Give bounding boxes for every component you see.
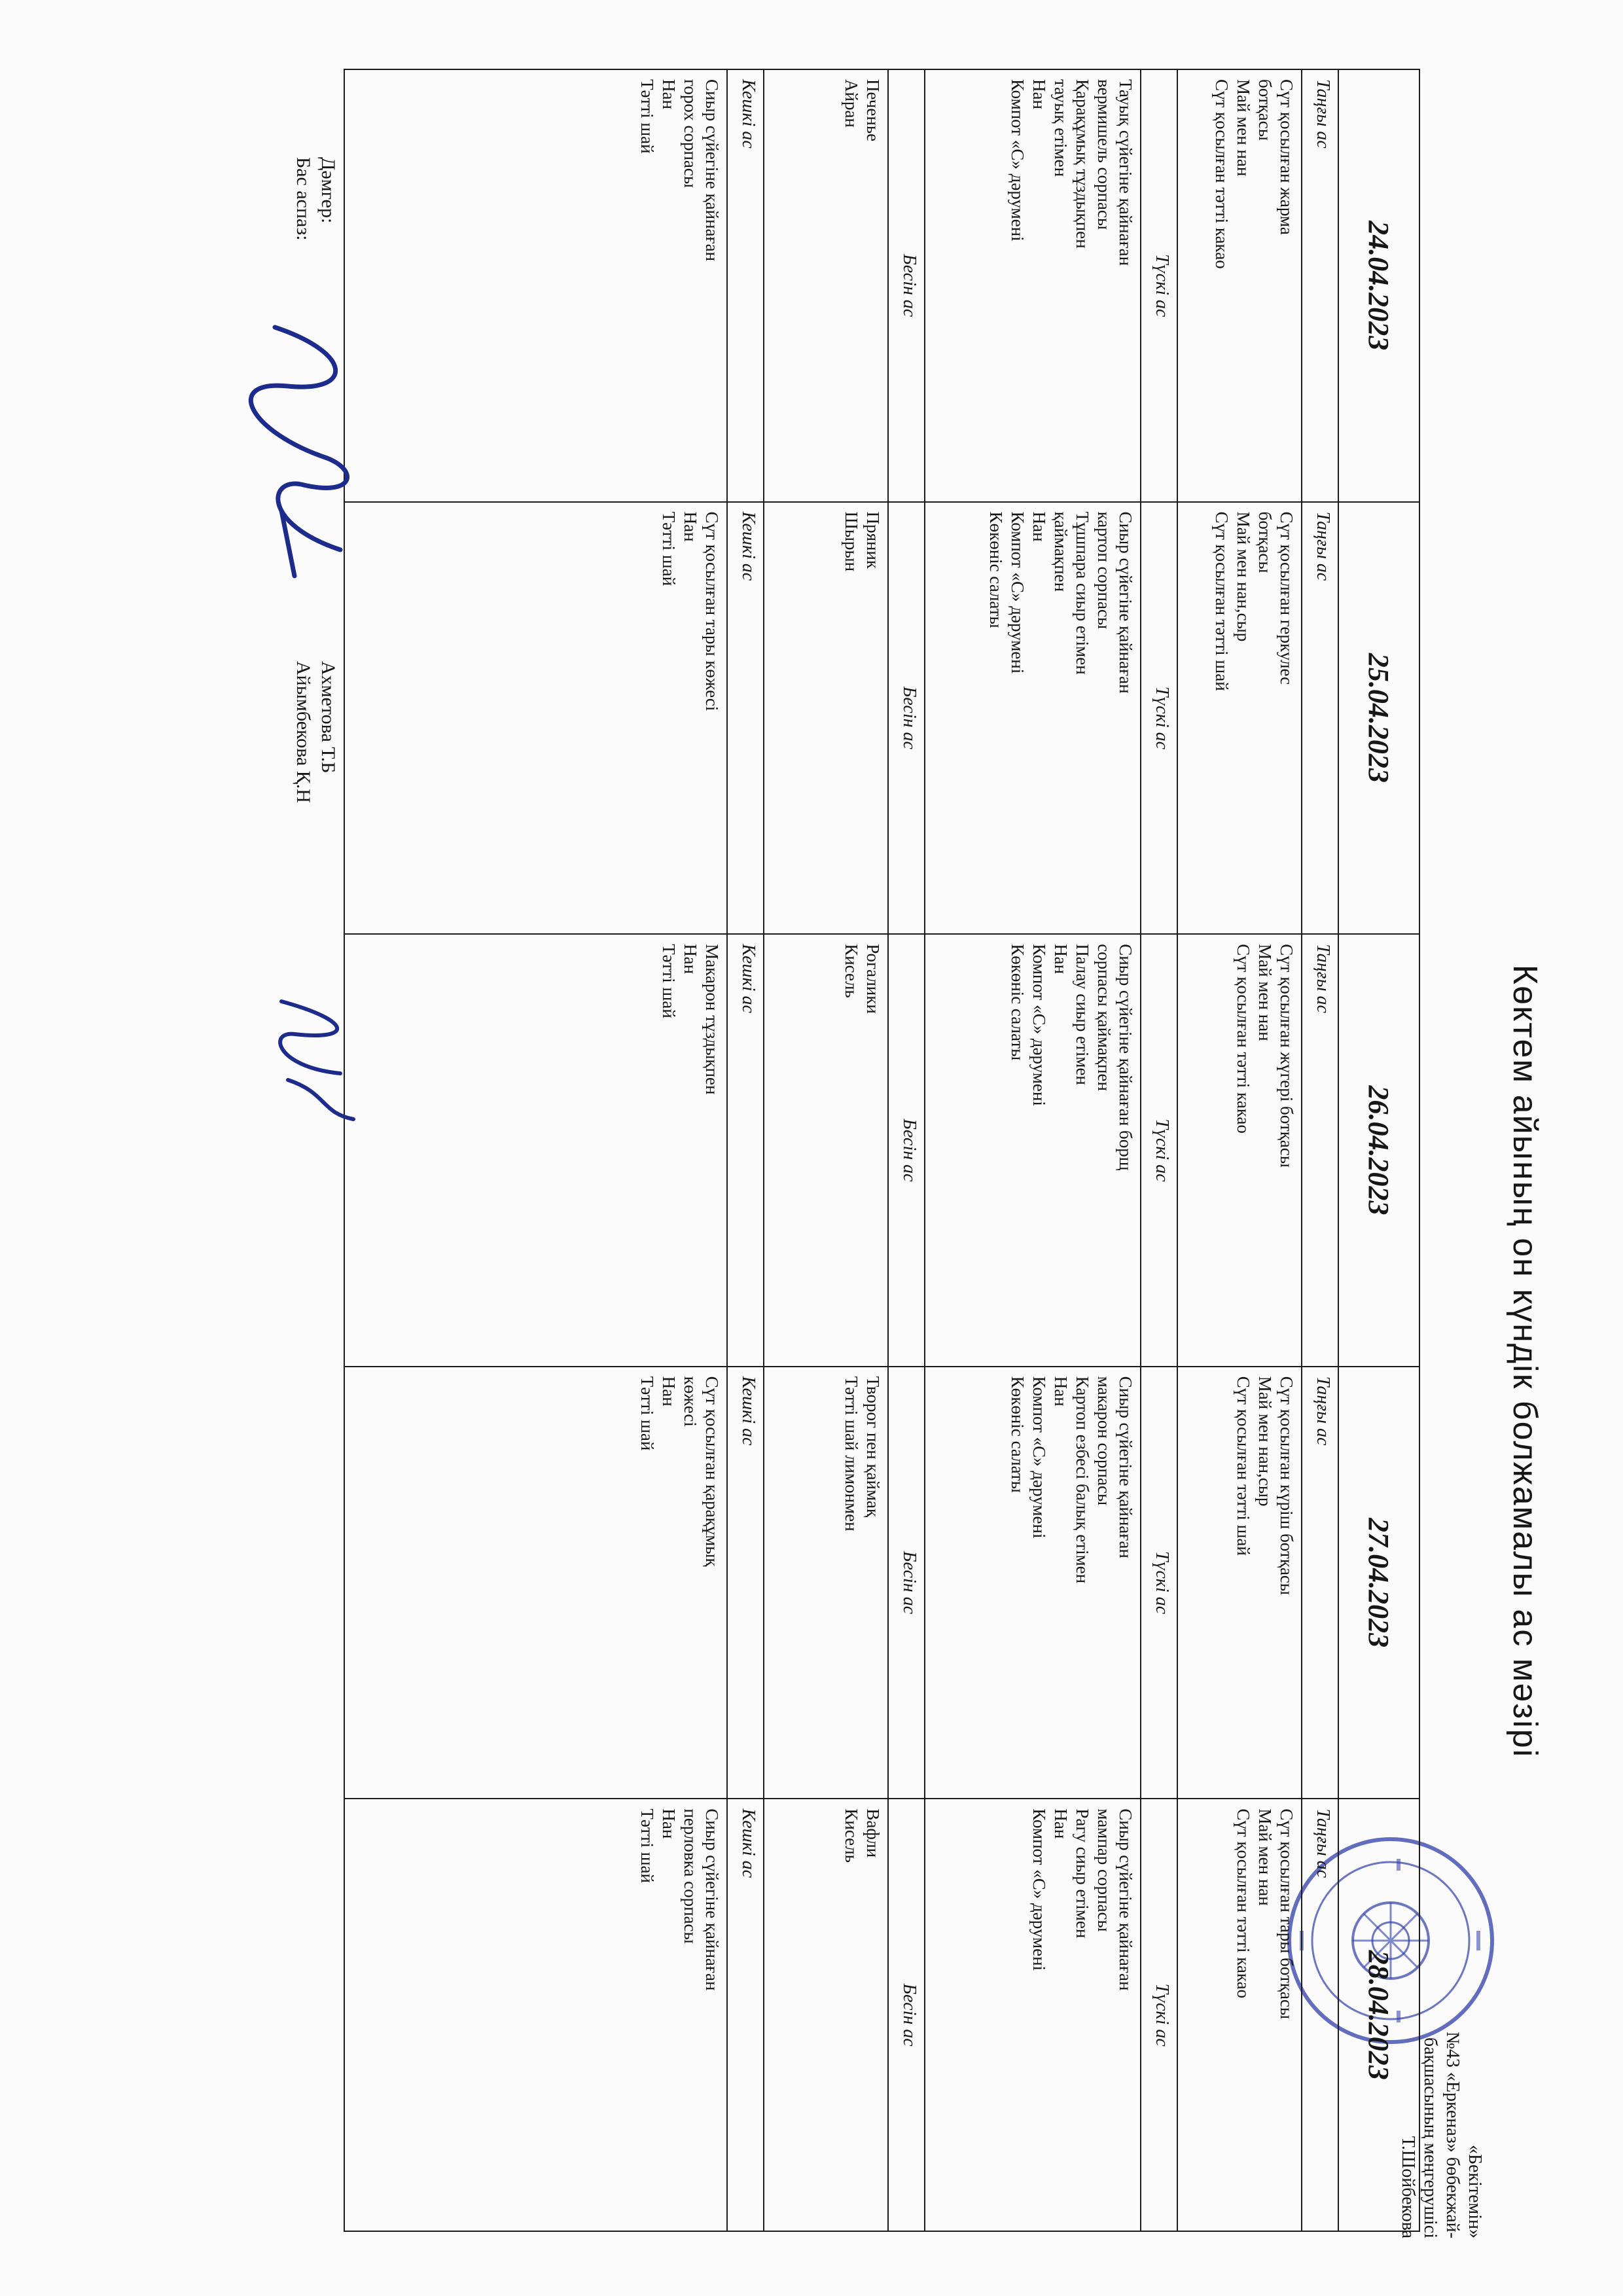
meal-label: Бесін ас <box>888 502 925 935</box>
menu-item: Сүт қосылған тары ботқасы <box>1277 1808 1296 2019</box>
meal-label: Бесін ас <box>888 1799 925 2231</box>
menu-cell <box>1177 502 1302 935</box>
meal-label: Түскі ас <box>1141 934 1177 1367</box>
menu-item: Тәтті шай лимонмен <box>842 1376 861 1532</box>
menu-item: Нан <box>659 79 679 109</box>
menu-item: Сиыр сүйегіне қайнаған <box>1116 1376 1135 1558</box>
meal-label: Таңғы ас <box>1302 1367 1338 1799</box>
meal-label: Түскі ас <box>1141 1367 1177 1799</box>
menu-item: Сүт қосылған тәтті какао <box>1234 1808 1253 1999</box>
menu-item: Май мен нан,сыр <box>1255 1376 1275 1507</box>
menu-cell <box>925 1367 1141 1799</box>
meal-label: Түскі ас <box>1141 502 1177 935</box>
meal-label: Таңғы ас <box>1302 69 1338 502</box>
date-header: 25.04.2023 <box>1338 502 1419 935</box>
meal-label: Кешкі ас <box>727 934 764 1367</box>
menu-cell <box>764 1367 888 1799</box>
dinner-label-row <box>727 69 764 2231</box>
menu-item: Сиыр сүйегіне қайнаған <box>702 1808 722 1991</box>
menu-cell <box>925 1799 1141 2231</box>
menu-item: Компот «С» дәрумені <box>1029 1808 1049 1971</box>
menu-item: Сиыр сүйегіне қайнаған <box>1116 1808 1135 1991</box>
page-title: Көктем айының он күндік болжамалы ас мәзірі <box>1506 964 1544 1759</box>
date-header: 26.04.2023 <box>1338 934 1419 1367</box>
signatory-name: Айымбекова Қ.Н <box>293 661 314 803</box>
menu-item: Нан <box>1029 79 1049 109</box>
menu-cell <box>764 502 888 935</box>
menu-cell <box>764 934 888 1367</box>
menu-item: Компот «С» дәрумені <box>1008 79 1027 242</box>
menu-item: Нан <box>1051 944 1071 975</box>
menu-item: Сүт қосылған тәтті какао <box>1212 79 1232 269</box>
signature-label: Дәмгер: <box>317 157 339 224</box>
menu-item: горох сорпасы <box>681 79 700 188</box>
menu-item: Компот «С» дәрумені <box>1008 511 1027 674</box>
menu-item: Тәтті шай <box>637 1808 657 1883</box>
menu-item: макарон сорпасы <box>1094 1376 1114 1506</box>
menu-item: Тәтті шай <box>659 944 679 1018</box>
meal-label: Бесін ас <box>888 1367 925 1799</box>
menu-cell <box>925 69 1141 502</box>
menu-item: Компот «С» дәрумені <box>1029 944 1049 1106</box>
signature-labels <box>291 157 340 241</box>
meal-label: Бесін ас <box>888 934 925 1367</box>
menu-item: перловка сорпасы <box>681 1808 700 1944</box>
menu-item: Тұшпара сиыр етімен <box>1073 511 1092 675</box>
dinner-items-row <box>344 69 727 2231</box>
date-header: 27.04.2023 <box>1338 1367 1419 1799</box>
menu-item: Кисель <box>842 944 861 998</box>
menu-cell <box>1177 1799 1302 2231</box>
menu-item: Көкөніс салаты <box>1008 1376 1027 1493</box>
meal-label: Бесін ас <box>888 69 925 502</box>
menu-cell <box>344 1367 727 1799</box>
menu-item: Картоп езбесі балық етімен <box>1073 1376 1092 1584</box>
meal-label: Таңғы ас <box>1302 502 1338 935</box>
approval-line: бақшасының меңгерушісі <box>1420 2037 1440 2238</box>
menu-item: Май мен нан <box>1255 1808 1275 1906</box>
menu-item: Нан <box>681 511 700 542</box>
menu-cell <box>344 69 727 502</box>
meal-label: Таңғы ас <box>1302 1799 1338 2231</box>
menu-item: вермишель сорпасы <box>1094 79 1114 230</box>
menu-item: Рогалики <box>863 944 883 1014</box>
signatory-name: Ахметова Т.Б <box>317 661 339 774</box>
meal-label: Кешкі ас <box>727 69 764 502</box>
handwritten-initials <box>249 982 380 1139</box>
menu-item: Тәтті шай <box>659 511 679 586</box>
menu-item: Сүт қосылған тары көжесі <box>702 511 722 711</box>
menu-item: ботқасы <box>1255 511 1275 573</box>
menu-item: қаймақпен <box>1051 511 1071 592</box>
lunch-label-row <box>1141 69 1177 2231</box>
menu-item: Тәтті шай <box>637 79 657 154</box>
date-header: 24.04.2023 <box>1338 69 1419 502</box>
menu-item: Қарақұмық тұздықпен <box>1073 79 1092 249</box>
menu-item: картоп сорпасы <box>1094 511 1114 630</box>
menu-item: Палау сиыр етімен <box>1073 944 1092 1085</box>
menu-item: ботқасы <box>1255 79 1275 141</box>
breakfast-label-row <box>1302 69 1338 2231</box>
menu-item: Май мен нан <box>1234 79 1253 177</box>
menu-item: Тәтті шай <box>637 1376 657 1451</box>
menu-item: Кисель <box>842 1808 861 1863</box>
menu-item: Сиыр сүйегіне қайнаған <box>702 79 722 262</box>
menu-item: көжесі <box>681 1376 700 1427</box>
menu-item: Сүт қосылған тәтті какао <box>1234 944 1253 1134</box>
menu-item: Сүт қосылған жарма <box>1277 79 1296 235</box>
menu-cell <box>925 934 1141 1367</box>
menu-item: Айран <box>842 79 861 128</box>
menu-item: Май мен нан <box>1255 944 1275 1041</box>
menu-item: Көкөніс салаты <box>986 511 1006 628</box>
snack-label-row <box>888 69 925 2231</box>
menu-item: Сүт қосылған геркулес <box>1277 511 1296 685</box>
meal-label: Түскі ас <box>1141 69 1177 502</box>
menu-cell <box>344 502 727 935</box>
menu-item: Компот «С» дәрумені <box>1029 1376 1049 1539</box>
menu-item: мампар сорпасы <box>1094 1808 1114 1932</box>
meal-label: Кешкі ас <box>727 1367 764 1799</box>
meal-label: Таңғы ас <box>1302 934 1338 1367</box>
menu-cell <box>764 69 888 502</box>
menu-item: Сиыр сүйегіне қайнаған <box>1116 511 1135 694</box>
menu-cell <box>1177 1367 1302 1799</box>
menu-item: сорпасы қаймақпен <box>1094 944 1114 1091</box>
menu-item: Нан <box>681 944 700 975</box>
menu-cell <box>764 1799 888 2231</box>
signature-names <box>291 661 340 803</box>
menu-item: Сүт қосылған қарақұмық <box>702 1376 722 1567</box>
menu-item: Творог пен қаймақ <box>863 1376 883 1518</box>
approval-line: «Бекітемін» <box>1465 2144 1485 2238</box>
menu-item: Нан <box>659 1808 679 1839</box>
lunch-items-row <box>925 69 1141 2231</box>
approval-line: Т.Шойбекова <box>1398 2136 1418 2238</box>
menu-item: Нан <box>1051 1808 1071 1839</box>
menu-item: Печенье <box>863 79 883 142</box>
menu-item: Макарон тұздықпен <box>702 944 722 1095</box>
menu-item: Сүт қосылған тәтті шай <box>1234 1376 1253 1556</box>
handwritten-signature <box>236 314 380 589</box>
menu-item: Пряник <box>863 511 883 569</box>
menu-item: тауық етімен <box>1051 79 1071 177</box>
approval-line: №43 «Еркеназ» бөбекжай- <box>1442 2032 1463 2238</box>
snack-items-row <box>764 69 888 2231</box>
signature-label: Бас аспаз: <box>293 157 314 241</box>
menu-item: Сүт қосылған тәтті шай <box>1212 511 1232 691</box>
menu-item: Нан <box>1029 511 1049 542</box>
menu-item: Нан <box>659 1376 679 1407</box>
menu-item: Тауық сүйегіне қайнаған <box>1116 79 1135 266</box>
menu-table <box>344 69 1420 2232</box>
menu-cell <box>1177 69 1302 502</box>
breakfast-items-row <box>1177 69 1302 2231</box>
meal-label: Кешкі ас <box>727 502 764 935</box>
menu-item: Көкөніс салаты <box>1008 944 1027 1061</box>
meal-label: Түскі ас <box>1141 1799 1177 2231</box>
menu-cell <box>925 502 1141 935</box>
menu-item: Шырын <box>842 511 861 572</box>
menu-item: Май мен нан,сыр <box>1234 511 1253 642</box>
meal-label: Кешкі ас <box>727 1799 764 2231</box>
date-header: 28.04.2023 <box>1338 1799 1419 2231</box>
menu-item: Сиыр сүйегіне қайнаған борщ <box>1116 944 1135 1171</box>
menu-item: Нан <box>1051 1376 1071 1407</box>
menu-cell <box>344 1799 727 2231</box>
menu-item: Рагу сиыр етімен <box>1073 1808 1092 1939</box>
menu-cell <box>1177 934 1302 1367</box>
menu-item: Сүт қосылған күріш ботқасы <box>1277 1376 1296 1596</box>
menu-cell <box>344 934 727 1367</box>
menu-item: Сүт қосылған жүгері ботқасы <box>1277 944 1296 1168</box>
menu-item: Вафли <box>863 1808 883 1858</box>
date-row <box>1338 69 1419 2231</box>
